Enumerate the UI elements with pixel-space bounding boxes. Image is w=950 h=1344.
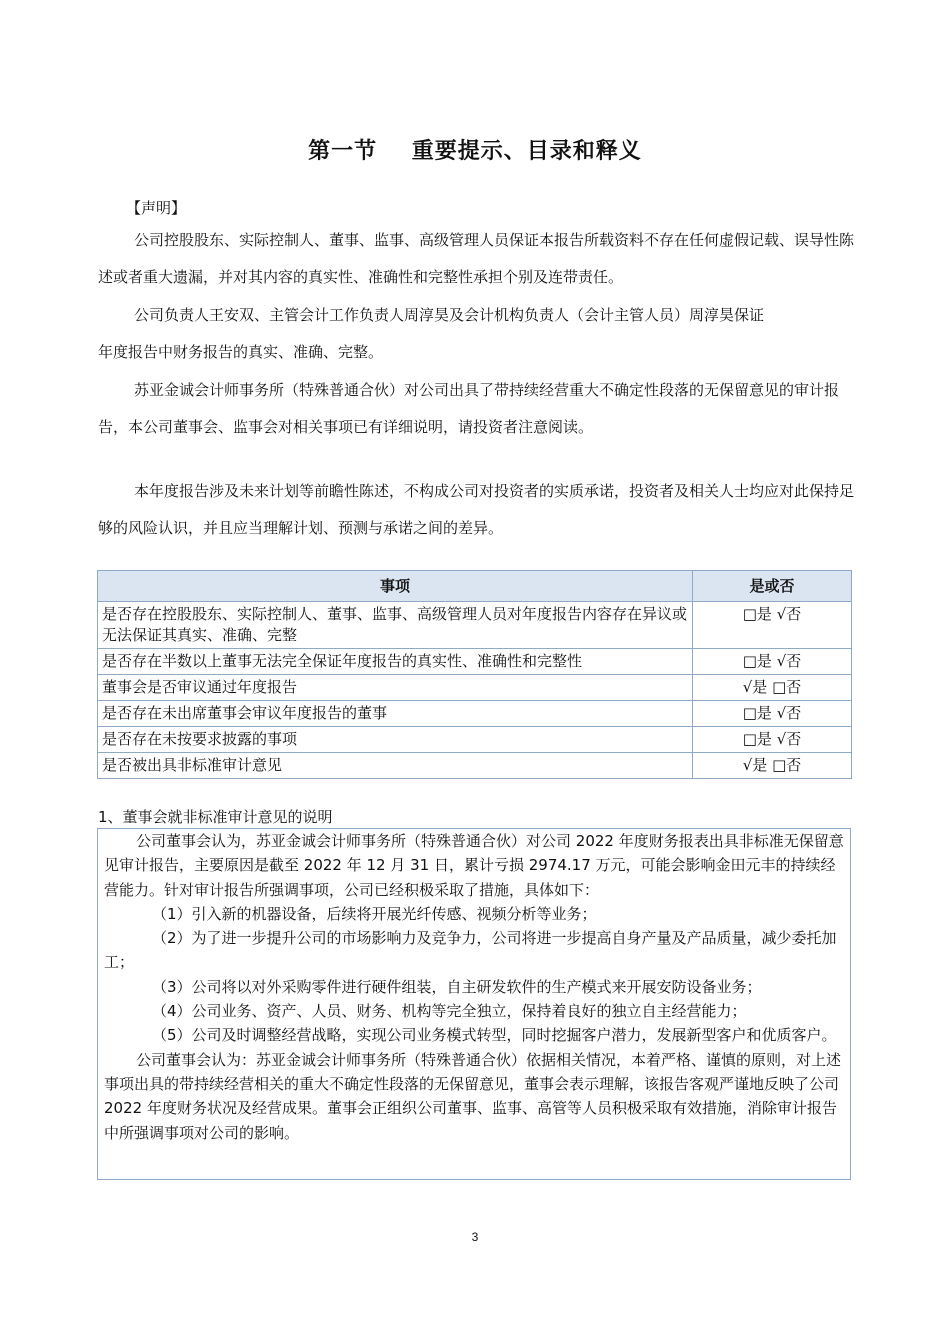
row-answer: √是 □否	[693, 675, 852, 701]
row-item: 是否存在未出席董事会审议年度报告的董事	[98, 701, 693, 727]
table-row	[98, 602, 852, 649]
table-row	[98, 649, 852, 675]
matters-table	[97, 570, 852, 779]
measure-item: （4）公司业务、资产、人员、财务、机构等完全独立，保持着良好的独立自主经营能力；	[152, 1002, 747, 1021]
row-answer: □是 √否	[693, 649, 852, 675]
measure-item: （5）公司及时调整经营战略，实现公司业务模式转型，同时挖掘客户潜力，发展新型客户和优质客户。	[152, 1026, 837, 1045]
paragraph-guarantee	[98, 222, 854, 296]
row-answer: □是 √否	[693, 701, 852, 727]
header-yes-no: 是或否	[693, 571, 852, 602]
declaration-label-text: 【声明】	[126, 199, 187, 217]
table-row	[98, 727, 852, 753]
row-item: 是否存在控股股东、实际控制人、董事、监事、高级管理人员对年度报告内容存在异议或无法保证其真实、准确、完整	[98, 602, 693, 649]
header-item: 事项	[98, 571, 693, 602]
explanation-conclusion: 公司董事会认为：苏亚金诚会计师事务所（特殊普通合伙）依据相关情况，本着严格、谨慎的原则，对上述事项出具的带持续经营相关的重大不确定性段落的无保留意见，董事会表示理解，该报告客观严谨地反映了公司 2022 年度财务状况及经营成果。董事会正组织公司董事、监事、高管等人员积极采取有效措施，消除审计报告中所强调事项对公司的影响。	[104, 1050, 842, 1142]
row-item: 是否被出具非标准审计意见	[98, 753, 693, 779]
page-number: 3	[471, 1230, 479, 1244]
table-row	[98, 701, 852, 727]
row-answer: □是 √否	[693, 727, 852, 753]
measure-item: （3）公司将以对外采购零件进行硬件组装，自主研发软件的生产模式来开展安防设备业务；	[152, 977, 762, 996]
row-answer: □是 √否	[693, 602, 852, 649]
paragraph-guarantee-text: 公司控股股东、实际控制人、董事、监事、高级管理人员保证本报告所载资料不存在任何虚假记载、误导性陈述或者重大遗漏，并对其内容的真实性、准确性和完整性承担个别及连带责任。	[98, 231, 855, 286]
explanation-intro: 公司董事会认为，苏亚金诚会计师事务所（特殊普通合伙）对公司 2022 年度财务报表出具非标准无保留意见审计报告，主要原因是截至 2022 年 12 月 31 日，累计亏损 2974.17 万元，可能会影响金田元丰的持续经营能力。针对审计报告所强调事项，公司已经积极采取了措施，具体如下：	[104, 832, 844, 899]
paragraph-responsible-line1: 公司负责人王安双、主管会计工作负责人周淳昊及会计机构负责人（会计主管人员）周淳昊保证	[134, 306, 765, 324]
paragraph-audit	[98, 372, 854, 446]
table-header-row	[98, 571, 852, 602]
row-answer: √是 □否	[693, 753, 852, 779]
table-row	[98, 753, 852, 779]
paragraph-responsible	[98, 297, 854, 371]
measure-item: （2）为了进一步提升公司的市场影响力及竞争力，公司将进一步提高自身产量及产品质量，减少委托加工；	[104, 929, 837, 972]
page-title: 第一节 重要提示、目录和释义	[308, 139, 642, 164]
paragraph-audit-text: 苏亚金诚会计师事务所（特殊普通合伙）对公司出具了带持续经营重大不确定性段落的无保留意见的审计报告，本公司董事会、监事会对相关事项已有详细说明，请投资者注意阅读。	[98, 381, 840, 436]
row-item: 是否存在半数以上董事无法完全保证年度报告的真实性、准确性和完整性	[98, 649, 693, 675]
paragraph-forward-looking-text: 本年度报告涉及未来计划等前瞻性陈述，不构成公司对投资者的实质承诺，投资者及相关人士均应对此保持足够的风险认识，并且应当理解计划、预测与承诺之间的差异。	[98, 482, 855, 537]
row-item: 是否存在未按要求披露的事项	[98, 727, 693, 753]
paragraph-responsible-line2: 年度报告中财务报告的真实、准确、完整。	[98, 343, 384, 361]
paragraph-forward-looking	[98, 473, 854, 547]
table-row	[98, 675, 852, 701]
section-heading-non-standard-opinion: 1、董事会就非标准审计意见的说明	[98, 808, 333, 826]
measure-item: （1）引入新的机器设备，后续将开展光纤传感、视频分析等业务；	[152, 904, 597, 923]
board-explanation-box	[97, 828, 851, 1180]
row-item: 董事会是否审议通过年度报告	[98, 675, 693, 701]
